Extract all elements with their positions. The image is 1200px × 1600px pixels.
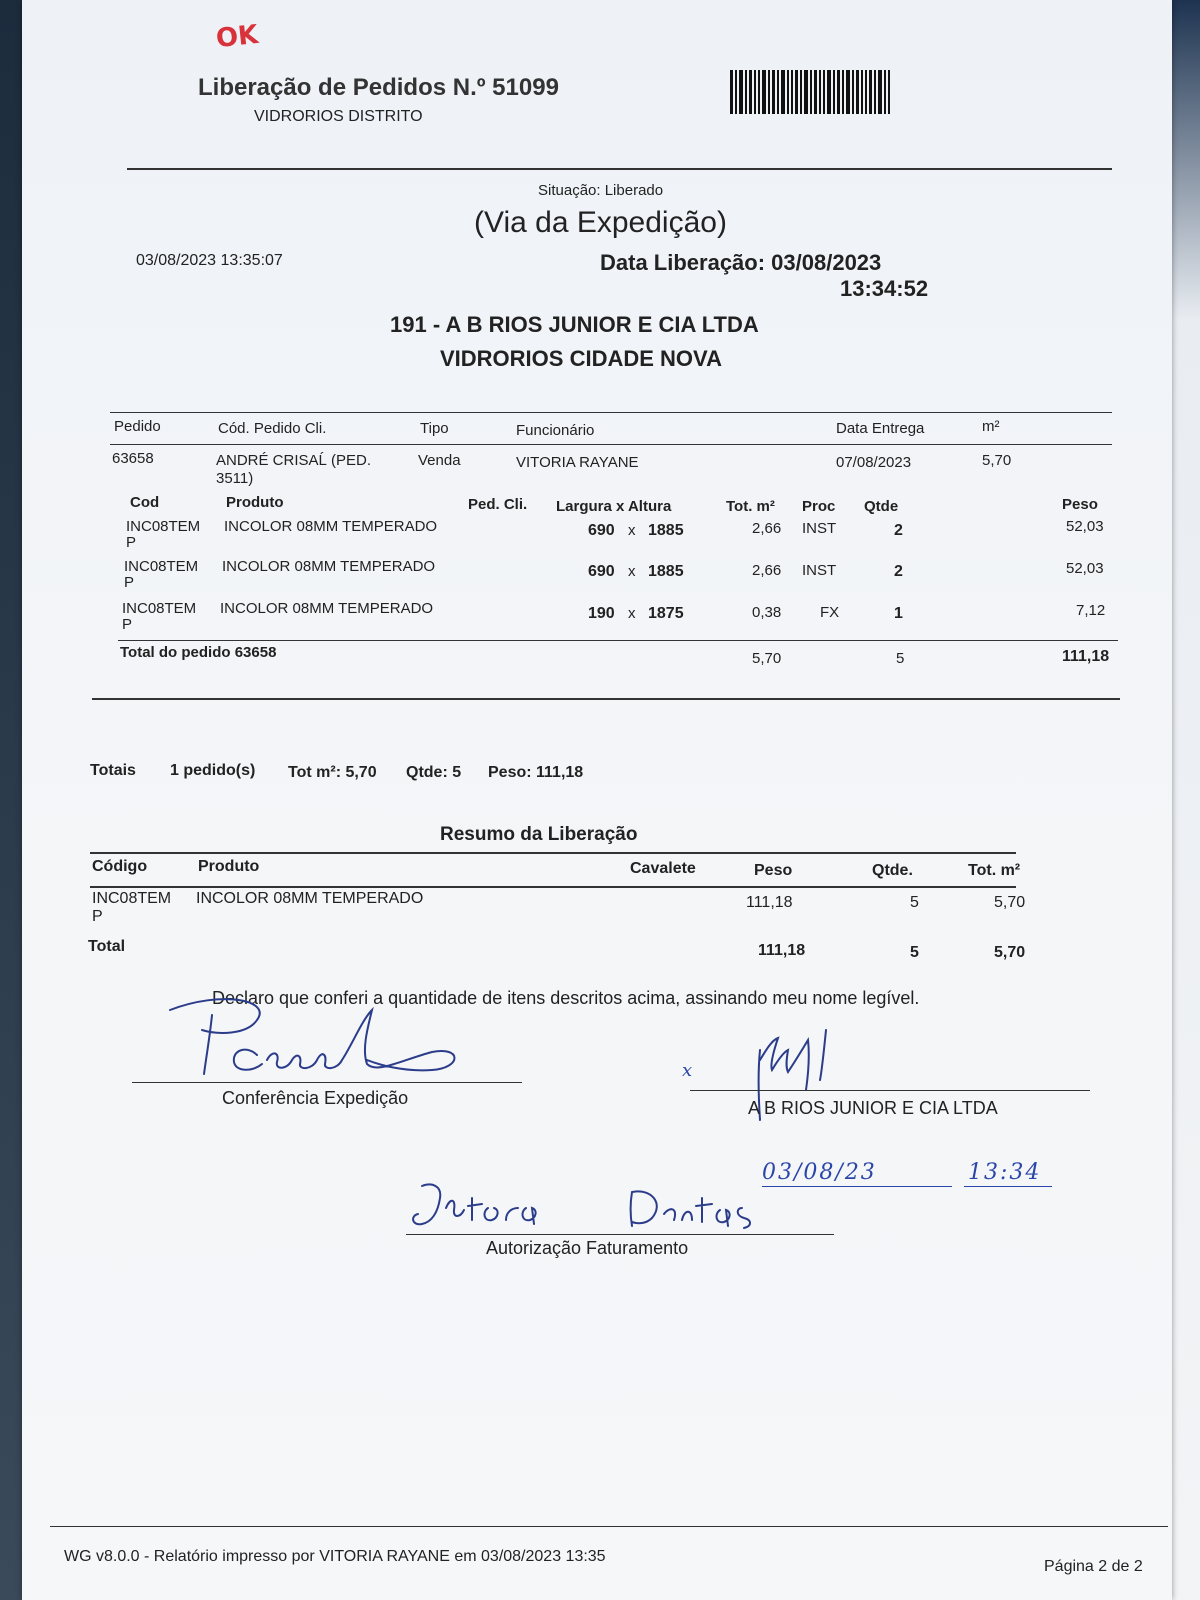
item-tot-m2: 0,38	[752, 604, 782, 621]
summary-item-qty: 5	[910, 894, 919, 911]
item-proc: FX	[820, 604, 840, 621]
item-qty: 2	[894, 563, 903, 580]
summary-item-m2: 5,70	[994, 894, 1026, 911]
autorizacao-signature-line	[406, 1234, 834, 1235]
order-total-m2: 5,70	[752, 650, 782, 667]
autorizacao-label: Autorização Faturamento	[486, 1238, 689, 1258]
col-tipo: Tipo	[420, 420, 449, 437]
via-expedicao: (Via da Expedição)	[474, 206, 727, 239]
summary-col-tot-m2: Tot. m²	[968, 862, 1021, 879]
handwritten-date: 03/08/23	[762, 1160, 877, 1185]
order-total-qty: 5	[896, 650, 905, 667]
item-times: x	[628, 605, 636, 622]
totals-orders: 1 pedido(s)	[170, 762, 256, 779]
item-code-suffix: P	[126, 534, 137, 551]
col-funcionario: Funcionário	[516, 422, 595, 439]
order-total-weight: 111,18	[1062, 648, 1110, 665]
order-employee: VITORIA RAYANE	[516, 454, 639, 471]
item-width: 690	[588, 563, 615, 580]
summary-col-peso: Peso	[754, 862, 793, 879]
order-header-top-line	[110, 412, 1112, 413]
items-col-qtde: Qtde	[864, 498, 899, 515]
items-col-ped-cli: Ped. Cli.	[468, 496, 528, 513]
summary-col-produto: Produto	[198, 858, 260, 875]
item-product: INCOLOR 08MM TEMPERADO	[220, 600, 434, 617]
autorizacao-signature	[402, 1168, 782, 1238]
client-signature-label: A B RIOS JUNIOR E CIA LTDA	[748, 1098, 998, 1118]
summary-total-qty: 5	[910, 944, 919, 961]
order-number: 63658	[112, 450, 154, 467]
printed-timestamp: 03/08/2023 13:35:07	[136, 252, 283, 269]
handwritten-time: 13:34	[968, 1160, 1042, 1185]
item-times: x	[628, 563, 636, 580]
col-data-entrega: Data Entrega	[836, 420, 925, 437]
client-branch: VIDRORIOS CIDADE NOVA	[440, 346, 722, 371]
summary-header-line	[90, 886, 1016, 888]
item-product: INCOLOR 08MM TEMPERADO	[222, 558, 436, 575]
item-weight: 52,03	[1066, 518, 1104, 535]
summary-total-label: Total	[88, 938, 126, 955]
items-col-produto: Produto	[226, 494, 284, 511]
summary-top-line	[90, 852, 1016, 854]
items-total-line	[118, 640, 1118, 641]
printed-document	[22, 0, 1172, 1600]
release-date: Data Liberação: 03/08/2023	[600, 250, 882, 275]
summary-item-product: INCOLOR 08MM TEMPERADO	[196, 890, 424, 907]
order-client-code-line1: ANDRÉ CRISAĹ (PED.	[216, 452, 372, 469]
handwritten-time-underline	[964, 1186, 1052, 1187]
release-time: 13:34:52	[840, 276, 929, 301]
summary-col-cavalete: Cavalete	[630, 860, 696, 877]
totals-label: Totais	[90, 762, 136, 779]
footer-line	[50, 1526, 1168, 1527]
conferencia-signature-line	[132, 1082, 522, 1083]
summary-item-code-suffix: P	[92, 908, 103, 925]
conferencia-label: Conferência Expedição	[222, 1088, 409, 1108]
handwritten-date-underline	[762, 1186, 952, 1187]
order-delivery-date: 07/08/2023	[836, 454, 912, 471]
item-width: 190	[588, 605, 615, 622]
client-signature-line	[690, 1090, 1090, 1091]
items-col-dimensions: Largura x Altura	[556, 498, 672, 515]
item-times: x	[628, 522, 636, 539]
footer-printed-by: WG v8.0.0 - Relatório impresso por VITORIA RAYANE em 03/08/2023 13:35	[64, 1548, 606, 1565]
summary-item-code: INC08TEM	[92, 890, 172, 907]
status-text: Situação: Liberado	[538, 182, 664, 199]
item-width: 690	[588, 522, 615, 539]
ok-stamp: OK	[214, 19, 260, 55]
item-code: INC08TEM	[122, 600, 197, 617]
items-col-peso: Peso	[1062, 496, 1098, 513]
item-tot-m2: 2,66	[752, 562, 782, 579]
item-height: 1885	[648, 563, 684, 580]
item-weight: 52,03	[1066, 560, 1104, 577]
summary-col-codigo: Código	[92, 858, 148, 875]
item-code: INC08TEM	[126, 518, 201, 535]
barcode-image	[730, 70, 900, 114]
totals-m2: Tot m²: 5,70	[288, 764, 377, 781]
item-height: 1885	[648, 522, 684, 539]
order-m2: 5,70	[982, 452, 1012, 469]
item-code-suffix: P	[122, 616, 133, 633]
footer-page-number: Página 2 de 2	[1044, 1558, 1143, 1575]
totals-qty: Qtde: 5	[406, 764, 462, 781]
items-col-cod: Cod	[130, 494, 160, 511]
signature-x-mark: x	[682, 1060, 695, 1081]
col-m2: m²	[982, 418, 1000, 435]
order-type: Venda	[418, 452, 461, 469]
item-qty: 1	[894, 605, 903, 622]
item-code-suffix: P	[124, 574, 135, 591]
company-name: VIDRORIOS DISTRITO	[254, 108, 423, 125]
summary-title: Resumo da Liberação	[440, 824, 638, 845]
client-name: 191 - A B RIOS JUNIOR E CIA LTDA	[390, 312, 759, 337]
header-divider	[127, 168, 1112, 170]
items-col-tot-m2: Tot. m²	[726, 498, 775, 515]
item-tot-m2: 2,66	[752, 520, 782, 537]
item-product: INCOLOR 08MM TEMPERADO	[224, 518, 438, 535]
item-proc: INST	[802, 520, 837, 537]
document-title: Liberação de Pedidos N.º 51099	[198, 74, 559, 101]
item-weight: 7,12	[1076, 602, 1106, 619]
item-code: INC08TEM	[124, 558, 199, 575]
summary-item-weight: 111,18	[746, 894, 793, 911]
totals-weight: Peso: 111,18	[488, 764, 584, 781]
item-proc: INST	[802, 562, 837, 579]
declaration-text: Declaro que conferi a quantidade de itens descritos acima, assinando meu nome legível.	[212, 988, 920, 1008]
order-total-label: Total do pedido 63658	[120, 644, 277, 661]
summary-total-weight: 111,18	[758, 942, 806, 959]
conferencia-signature	[162, 990, 492, 1080]
items-col-proc: Proc	[802, 498, 836, 515]
col-cod-pedido-cli: Cód. Pedido Cli.	[218, 420, 327, 437]
item-qty: 2	[894, 522, 903, 539]
order-section-divider	[92, 698, 1120, 700]
summary-col-qtde: Qtde.	[872, 862, 913, 879]
order-header-bottom-line	[110, 444, 1112, 445]
summary-total-m2: 5,70	[994, 944, 1026, 961]
col-pedido: Pedido	[114, 418, 161, 435]
item-height: 1875	[648, 605, 684, 622]
order-client-code-line2: 3511)	[216, 470, 254, 487]
